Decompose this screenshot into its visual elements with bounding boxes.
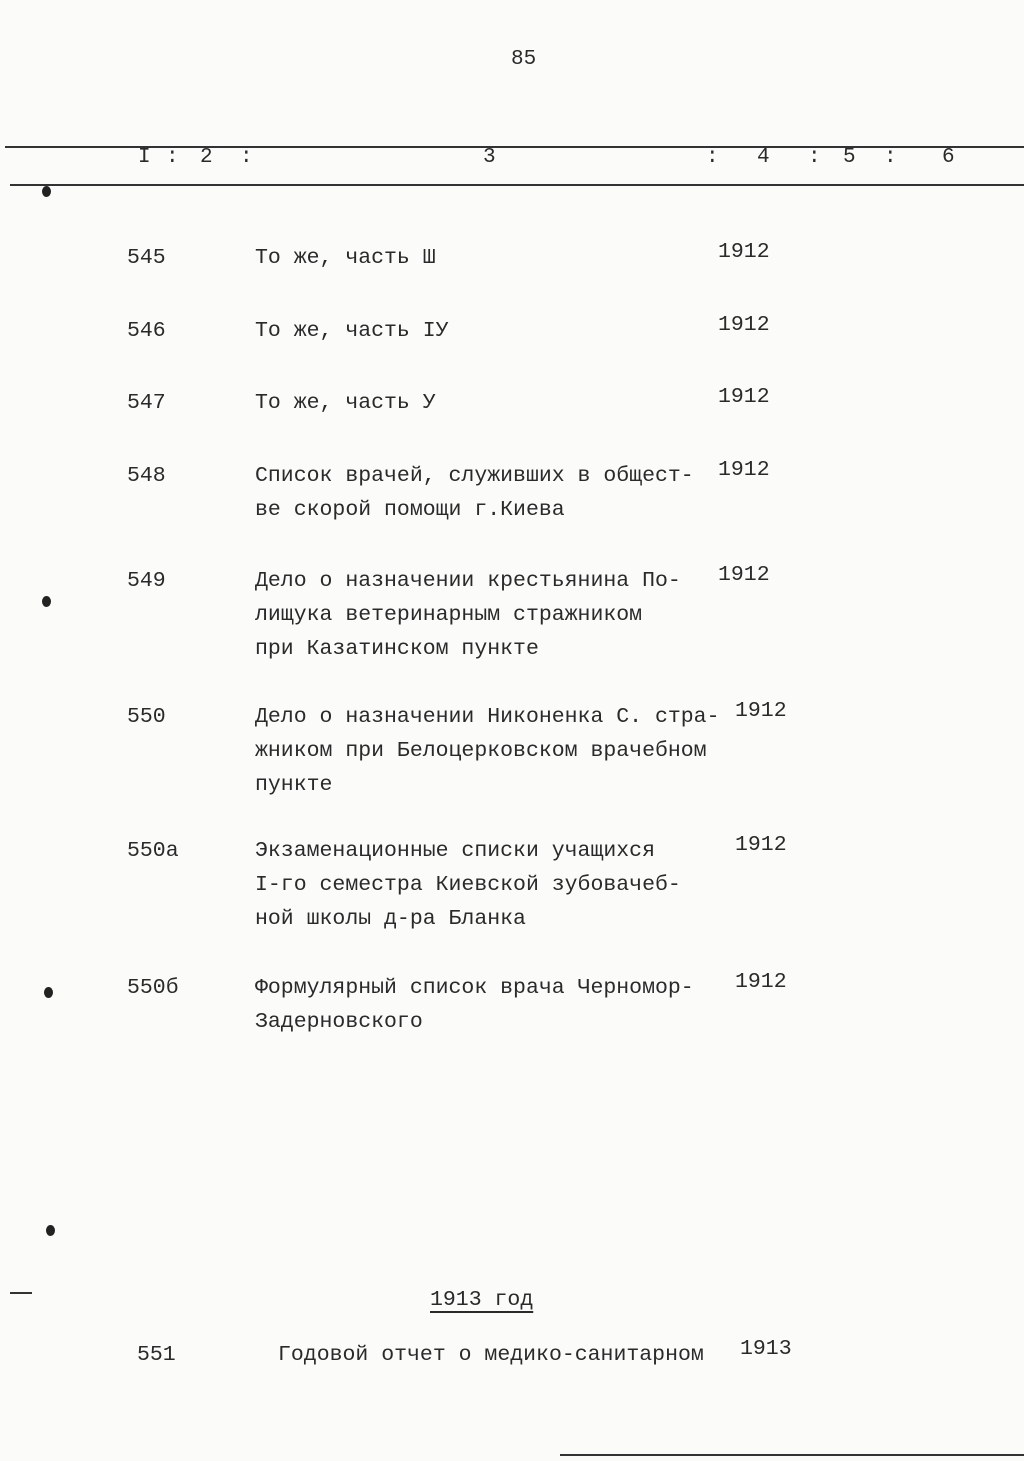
entry-title-line: То же, часть У [255, 391, 436, 415]
entry-title-line: ной школы д-ра Бланка [255, 907, 526, 931]
entry-title-line: Годовой отчет о медико-санитарном [278, 1343, 704, 1367]
entry-year: 1912 [735, 699, 787, 723]
entry-year: 1912 [718, 385, 770, 409]
entry-title-line: То же, часть Ш [255, 246, 436, 270]
page-number: 85 [511, 48, 537, 71]
column-header-3: 3 [483, 146, 496, 169]
entry-title-line: жником при Белоцерковском врачебном [255, 739, 707, 763]
column-separator: : [706, 146, 719, 169]
column-header-4: 4 [757, 146, 770, 169]
margin-mark [10, 1292, 32, 1294]
entry-title-line: при Казатинском пункте [255, 637, 539, 661]
column-separator: : [808, 146, 821, 169]
punch-hole-mark [46, 1225, 55, 1236]
entry-title-line: пункте [255, 773, 333, 797]
column-separator: : [240, 146, 253, 169]
column-header-I: I [138, 146, 151, 169]
entry-number: 550 [127, 705, 166, 729]
entry-number: 550б [127, 976, 179, 1000]
entry-number: 549 [127, 569, 166, 593]
entry-year: 1912 [718, 313, 770, 337]
entry-year: 1912 [718, 240, 770, 264]
entry-year: 1912 [718, 563, 770, 587]
column-header-5: 5 [843, 146, 856, 169]
entry-title-line: Дело о назначении крестьянина По- [255, 569, 681, 593]
column-header-2: 2 [200, 146, 213, 169]
entry-year: 1913 [740, 1337, 792, 1361]
entry-year: 1912 [735, 833, 787, 857]
entry-number: 545 [127, 246, 166, 270]
entry-number: 547 [127, 391, 166, 415]
punch-hole-mark [42, 186, 51, 197]
entry-title-line: То же, часть IУ [255, 319, 449, 343]
entry-title-line: Дело о назначении Никоненка С. стра- [255, 705, 720, 729]
column-separator: : [884, 146, 897, 169]
entry-title-line: Экзаменационные списки учащихся [255, 839, 655, 863]
entry-title-line: лищука ветеринарным стражником [255, 603, 643, 627]
entry-title-line: Формулярный список врача Черномор- [255, 976, 694, 1000]
entry-number: 550а [127, 839, 179, 863]
entry-title-line: Задерновского [255, 1010, 423, 1034]
header-bottom-rule [10, 184, 1024, 186]
entry-number: 551 [137, 1343, 176, 1367]
column-header-6: 6 [942, 146, 955, 169]
entry-number: 548 [127, 464, 166, 488]
header-top-rule [5, 146, 1024, 148]
punch-hole-mark [42, 596, 51, 607]
column-separator: : [166, 146, 179, 169]
entry-year: 1912 [718, 458, 770, 482]
entry-title-line: Список врачей, служивших в общест- [255, 464, 694, 488]
section-title: 1913 год [430, 1288, 534, 1312]
bottom-edge-rule [560, 1454, 1024, 1456]
punch-hole-mark [44, 987, 53, 998]
entry-year: 1912 [735, 970, 787, 994]
entry-number: 546 [127, 319, 166, 343]
entry-title-line: ве скорой помощи г.Киева [255, 498, 565, 522]
entry-title-line: I-го семестра Киевской зубовачеб- [255, 873, 681, 897]
